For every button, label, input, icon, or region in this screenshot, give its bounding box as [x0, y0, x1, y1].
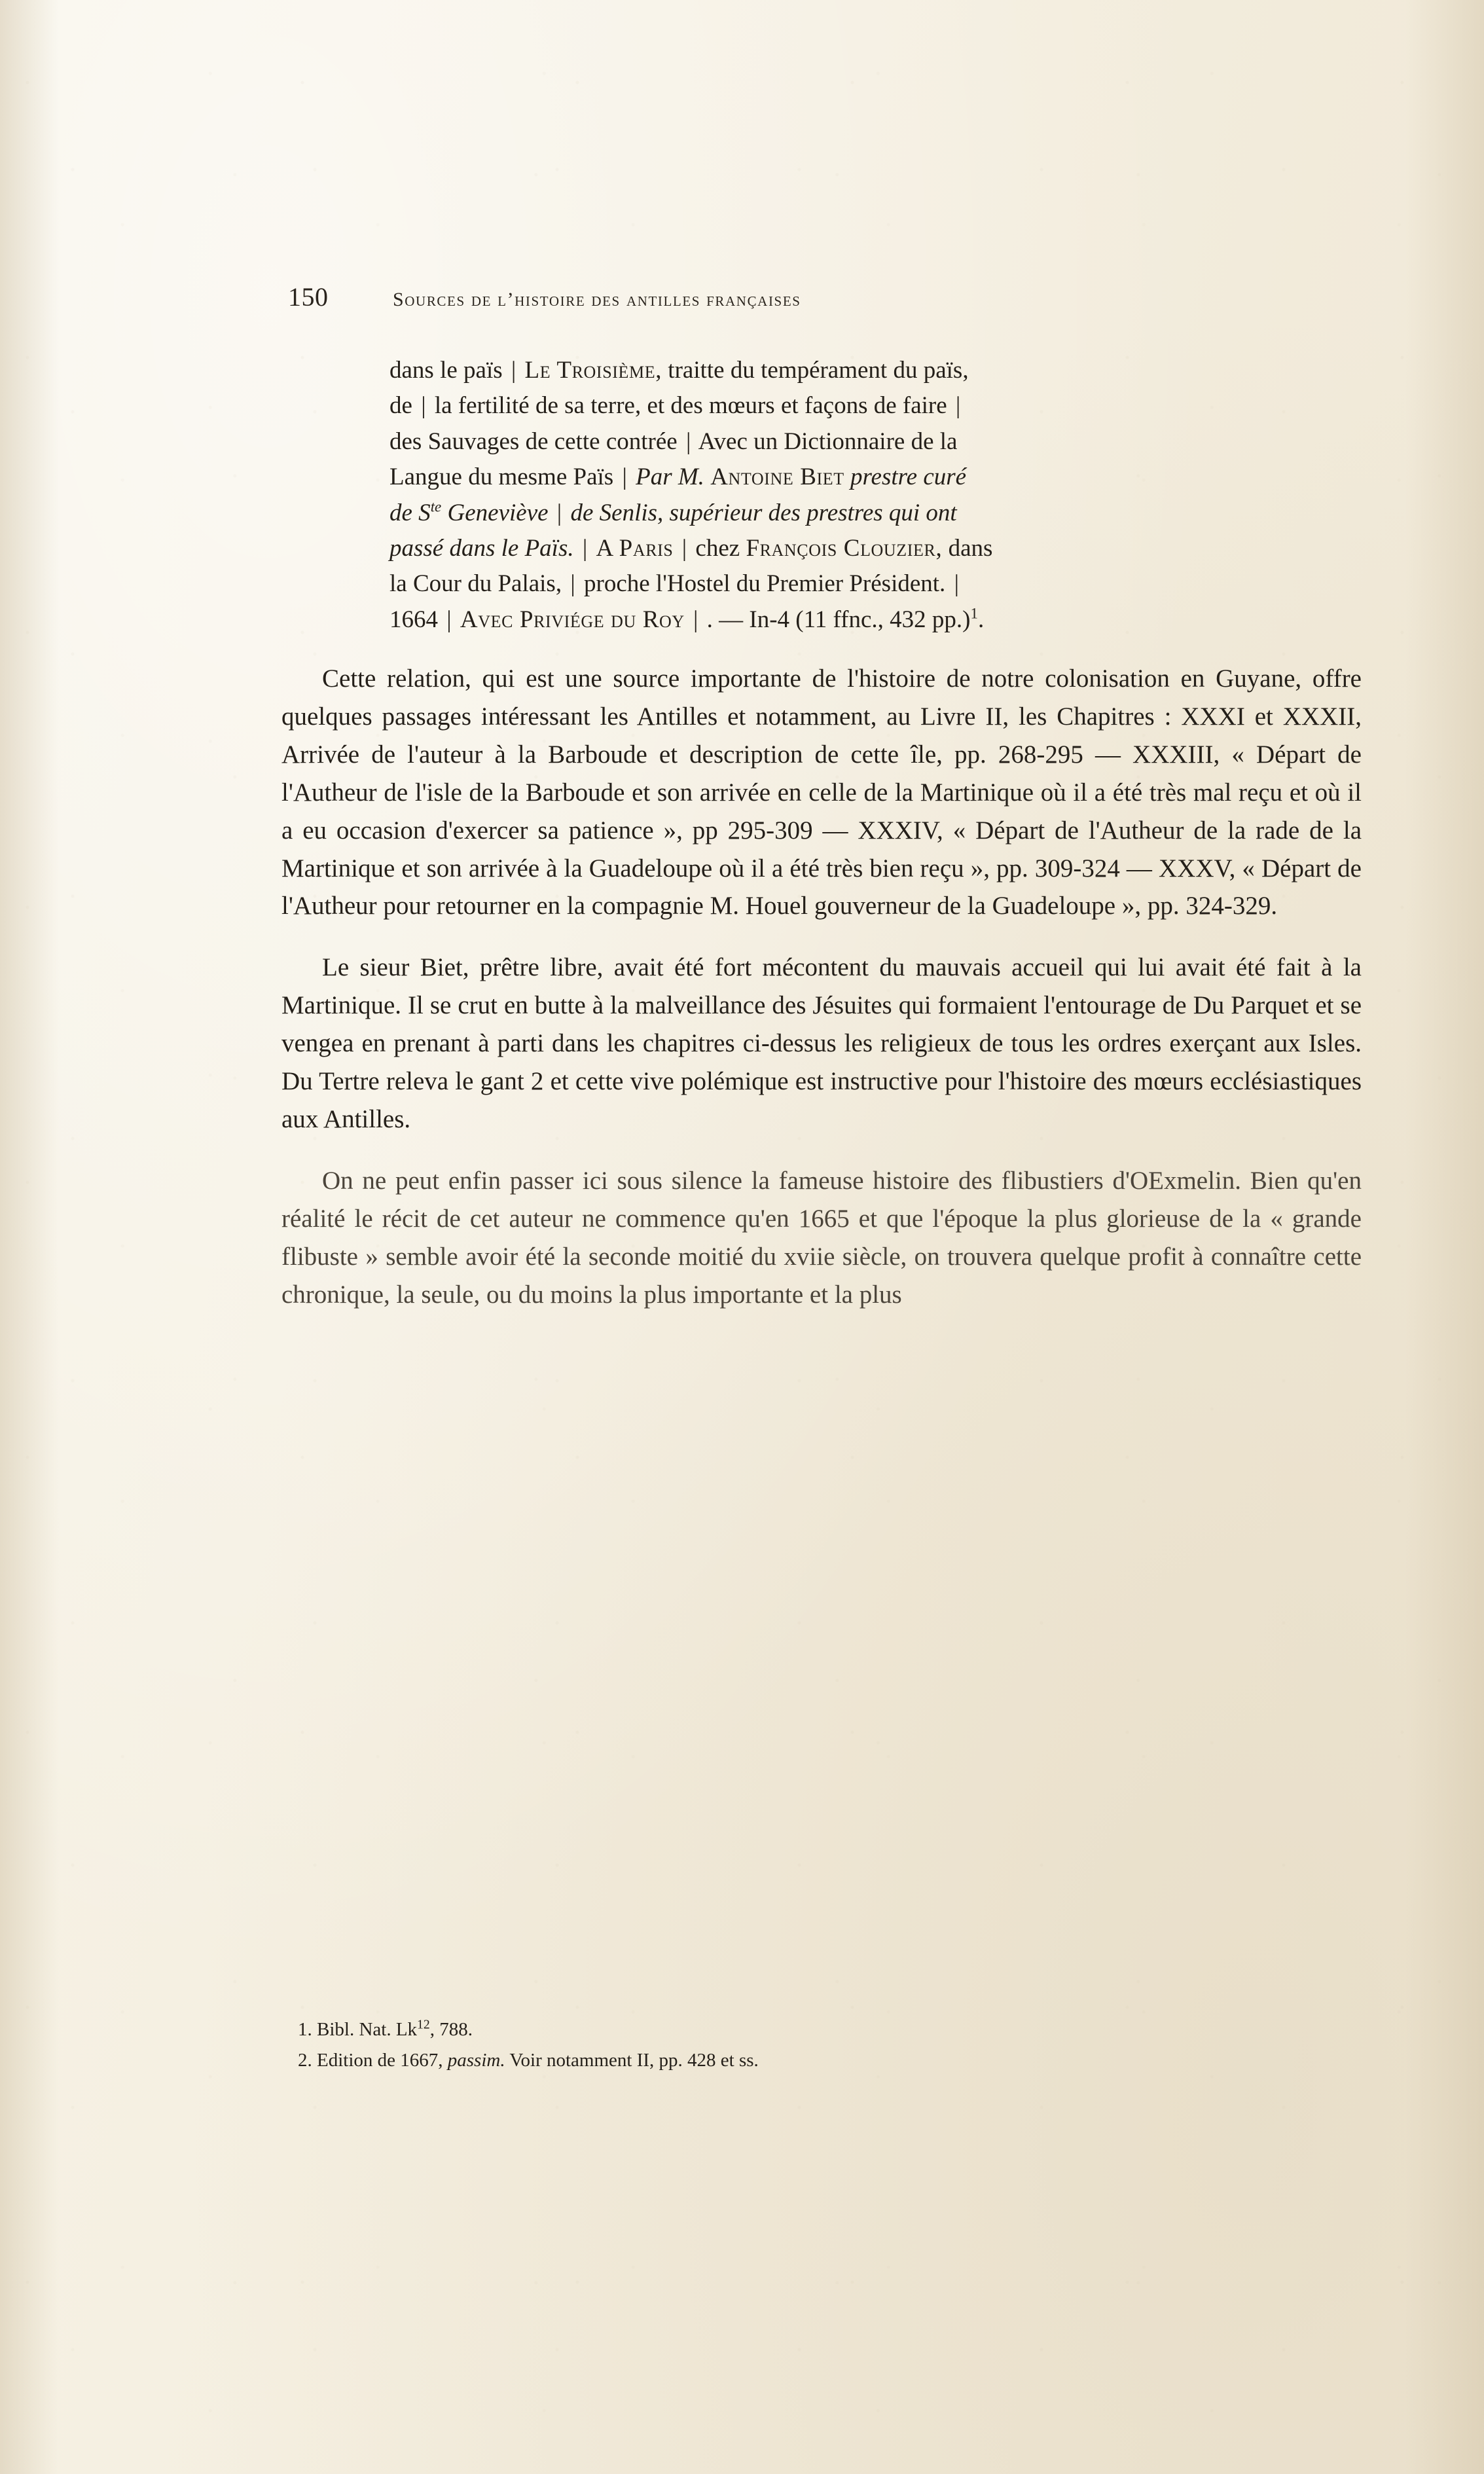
transcription-line: [389, 602, 1355, 638]
transcription-italic: [389, 500, 549, 526]
transcription-italic: passé dans le Païs.: [389, 534, 574, 562]
pipe-separator: |: [446, 606, 452, 633]
pipe-separator: |: [622, 464, 627, 491]
footnote-1: [298, 2016, 1345, 2043]
pipe-separator: |: [582, 534, 588, 562]
footnote-text: Bibl. Nat. Lk: [317, 2019, 418, 2040]
transcription-smallcaps: A Paris: [596, 534, 674, 562]
page-content: [281, 282, 1362, 1319]
pipe-separator: |: [511, 357, 516, 384]
transcription-italic-part: Geneviève: [447, 499, 549, 526]
page-left-edge-shadow: [0, 0, 59, 2474]
transcription-text: Avec un Dictionnaire de la: [698, 427, 958, 455]
transcription-line: [389, 460, 1355, 495]
page-header: [281, 282, 1362, 312]
footnote-number: 2.: [298, 2050, 312, 2071]
transcription-line: [389, 424, 1355, 460]
paragraph-relation: Cette relation, qui est une source importante de l'histoire de notre colonisation en Guyane, offre quelques passages intéressant les Antilles et notamment, au Livre II, les Chapitres : XXXI et XXXII, Arrivée de l'auteur à la Barboude et description de cette île, pp. 268-295 — XXXIII, « Départ de l'Autheur de l'isle de la Barboude et son arrivée en celle de la Martinique où il a été très mal reçu et où il a eu occasion d'exercer sa patience », pp 295-309 — XXXIV, « Départ de l'Autheur de la rade de la Martinique et son arrivée à la Guadeloupe où il a été très bien reçu », pp. 309-324 — XXXV, « Départ de l'Autheur pour retourner en la compagnie M. Houel gouverneur de la Guadeloupe », pp. 324-329.: [281, 664, 1362, 920]
transcription-text: Langue du mesme Païs: [389, 464, 614, 491]
footnote-text: Voir notamment II, pp. 428 et ss.: [509, 2050, 759, 2071]
pipe-separator: |: [421, 392, 426, 420]
transcription-line: [389, 353, 1355, 388]
superscript-te: te: [430, 498, 442, 515]
transcription-text: de: [389, 392, 412, 420]
footnote-number: 1.: [298, 2019, 312, 2040]
pipe-separator: |: [570, 570, 575, 598]
footnote-text: Edition de 1667,: [317, 2050, 443, 2071]
paragraph-spacer: [281, 930, 1362, 949]
transcription-text: la fertilité de sa terre, et des mœurs et façons de faire: [434, 392, 947, 420]
transcription-smallcaps: Antoine Biet: [710, 464, 844, 491]
pipe-separator: |: [955, 392, 961, 420]
footnotes-section: [298, 2016, 1345, 2078]
transcription-line: [389, 566, 1355, 602]
footnote-marker-1: 1: [970, 605, 978, 622]
transcription-text: la Cour du Palais,: [389, 570, 562, 598]
paragraph-sieur-biet: Le sieur Biet, prêtre libre, avait été fort mécontent du mauvais accueil qui lui avait été fait à la Martinique. Il se crut en butte à la malveillance des Jésuites qui formaient l'entourage de Du Parquet et se vengea en prenant à parti dans les chapitres ci-dessus les religieux de tous les ordres exerçant aux Isles. Du Tertre releva le gant 2 et cette vive polémique est instructive pour l'histoire des mœurs ecclésiastiques aux Antilles.: [281, 953, 1362, 1133]
page-right-edge-shadow: [1405, 0, 1484, 2474]
transcription-text: dans: [948, 534, 993, 562]
footnote-text: , 788.: [429, 2019, 473, 2040]
transcription-italic: de Senlis, supérieur des prestres qui ont: [570, 499, 957, 526]
pipe-separator: |: [693, 606, 698, 633]
footnote-superscript: 12: [417, 2017, 430, 2032]
transcription-line: [389, 388, 1355, 424]
transcription-italic-part: de S: [389, 499, 431, 526]
transcription-text: .: [977, 606, 985, 633]
folio-number: 150: [288, 282, 329, 312]
pipe-separator: |: [681, 534, 687, 562]
footnote-italic: passim.: [447, 2050, 505, 2071]
transcription-line: [389, 531, 1355, 566]
transcription-smallcaps: Le Troisième,: [524, 357, 662, 384]
pipe-separator: |: [685, 427, 691, 455]
transcription-text: dans le païs: [389, 357, 503, 384]
transcription-text: traitte du tempérament du païs,: [668, 357, 969, 384]
transcription-text: 1664: [389, 606, 438, 633]
transcription-text: proche l'Hostel du Premier Président.: [584, 570, 946, 598]
transcription-text: . — In-4 (11 ffnc., 432 pp.): [706, 606, 971, 633]
transcription-smallcaps: Avec Priviége du Roy: [460, 606, 685, 633]
transcription-text: des Sauvages de cette contrée: [389, 427, 678, 455]
running-head: Sources de l’histoire des antilles françaises: [393, 289, 801, 310]
paragraph-spacer: [281, 1144, 1362, 1162]
transcription-text: chez: [695, 534, 740, 562]
transcription-italic: prestre curé: [850, 464, 967, 491]
pipe-separator: |: [556, 499, 562, 526]
title-transcription-block: [281, 353, 1362, 638]
transcription-line: [389, 496, 1355, 531]
footnote-2: [298, 2047, 1345, 2074]
pipe-separator: |: [954, 570, 959, 598]
transcription-italic: Par M.: [636, 464, 704, 491]
paragraph-flibustiers: On ne peut enfin passer ici sous silence la fameuse histoire des flibustiers d'OExmelin. Bien qu'en réalité le récit de cet auteur ne commence qu'en 1665 et que l'époque la plus glorieuse de la « grande flibuste » semble avoir été la seconde moitié du xviie siècle, on trouvera quelque profit à connaître cette chronique, la seule, ou du moins la plus importante et la plus: [281, 1166, 1362, 1309]
transcription-smallcaps: François Clouzier,: [746, 534, 943, 562]
